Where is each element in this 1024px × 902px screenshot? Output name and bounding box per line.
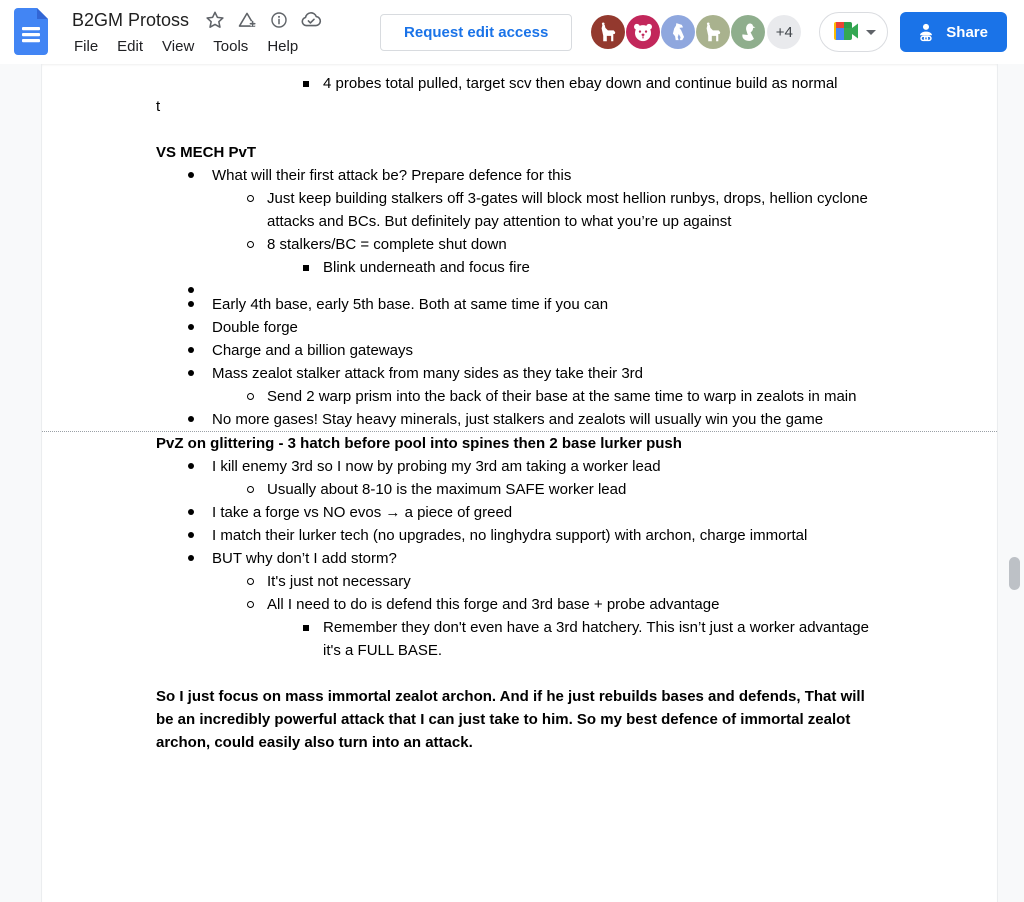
menu-item-tools[interactable]: Tools xyxy=(213,38,249,55)
doc-bullet-text: It's just not necessary xyxy=(267,573,411,590)
circle-bullet-marker xyxy=(247,478,267,501)
avatar-bear[interactable] xyxy=(626,15,660,49)
doc-bullet-item xyxy=(156,362,885,385)
doc-bullet-text: 8 stalkers/BC = complete shut down xyxy=(267,236,507,253)
menu-item-help[interactable]: Help xyxy=(267,38,299,55)
circle-bullet-marker xyxy=(247,233,267,256)
doc-bullet-item xyxy=(156,593,885,616)
doc-bullet-text: Blink underneath and focus fire xyxy=(323,259,530,276)
doc-heading xyxy=(156,141,885,164)
doc-bullet-item xyxy=(156,233,885,256)
document-page[interactable] xyxy=(41,64,998,902)
doc-bullet-item xyxy=(156,570,885,593)
title-area xyxy=(72,6,331,57)
doc-bullet-text: I kill enemy 3rd so I now by probing my 3rd am taking a worker lead xyxy=(212,458,661,475)
doc-paragraph xyxy=(156,95,885,118)
document-title[interactable]: B2GM Protoss xyxy=(72,9,190,30)
circle-bullet-marker xyxy=(247,385,267,408)
avatar-goose[interactable] xyxy=(731,15,765,49)
doc-bullet-text: 4 probes total pulled, target scv then ebay down and continue build as normal xyxy=(323,75,838,92)
avatar-giraffe[interactable] xyxy=(591,15,625,49)
doc-bullet-item xyxy=(156,616,885,662)
document-status-icon[interactable] xyxy=(267,8,291,32)
square-bullet-marker xyxy=(303,616,323,662)
disc-bullet-marker xyxy=(188,547,212,570)
doc-text: VS MECH PvT xyxy=(156,144,257,161)
doc-bullet-item xyxy=(156,279,885,293)
doc-bullet-item xyxy=(156,385,885,408)
share-button-label: Share xyxy=(946,23,988,41)
doc-bullet-text: BUT why don’t I add storm? xyxy=(212,550,397,567)
avatar-giraffe[interactable] xyxy=(696,15,730,49)
document-area xyxy=(0,64,1024,902)
doc-bullet-text: I match their lurker tech (no upgrades, no linghydra support) with archon, charge immortal xyxy=(212,527,808,544)
disc-bullet-marker xyxy=(188,524,212,547)
google-meet-icon xyxy=(833,20,859,45)
disc-bullet-marker xyxy=(188,164,212,187)
disc-bullet-marker xyxy=(188,279,212,293)
doc-bullet-item xyxy=(156,316,885,339)
disc-bullet-marker xyxy=(188,501,212,524)
doc-text: PvZ on glittering - 3 hatch before pool into spines then 2 base lurker push xyxy=(156,435,682,452)
doc-bullet-item xyxy=(156,72,885,95)
doc-bullet-text: Just keep building stalkers off 3-gates will block most hellion runbys, drops, hellion cyclone attacks and BCs. But definitely pay attention to what you’re up against xyxy=(267,190,868,230)
doc-bullet-text: I take a forge vs NO evos → a piece of greed xyxy=(212,504,513,521)
doc-bullet-text xyxy=(212,279,885,293)
share-button[interactable] xyxy=(900,12,1007,52)
document-content xyxy=(42,64,885,754)
request-edit-access-button[interactable]: Request edit access xyxy=(380,14,572,51)
doc-bullet-item xyxy=(156,187,885,233)
doc-bullet-item xyxy=(156,164,885,187)
doc-bullet-text: What will their first attack be? Prepare defence for this xyxy=(212,167,572,184)
doc-blank-line xyxy=(156,118,885,141)
doc-bullet-text: Remember they don't even have a 3rd hatchery. This isn’t just a worker advantage it's a FULL BASE. xyxy=(323,619,869,659)
disc-bullet-marker xyxy=(188,316,212,339)
menu-item-edit[interactable]: Edit xyxy=(117,38,144,55)
doc-text: So I just focus on mass immortal zealot archon. And if he just rebuilds bases and defends, That will be an incredibly powerful attack that I can just take to him. So my best defence of immortal zealot archon, could easily also turn into an attack. xyxy=(156,688,865,751)
square-bullet-marker xyxy=(303,256,323,279)
cloud-saved-icon[interactable] xyxy=(299,8,323,32)
circle-bullet-marker xyxy=(247,593,267,616)
doc-bullet-item xyxy=(156,501,885,524)
disc-bullet-marker xyxy=(188,293,212,316)
menu-bar xyxy=(72,36,331,57)
star-icon[interactable] xyxy=(203,8,227,32)
disc-bullet-marker xyxy=(188,339,212,362)
collaborator-avatars xyxy=(590,15,801,49)
avatar-dino[interactable] xyxy=(661,15,695,49)
meet-button[interactable] xyxy=(819,12,888,52)
doc-paragraph xyxy=(156,685,885,754)
doc-bullet-item xyxy=(156,339,885,362)
doc-bullet-item xyxy=(156,547,885,570)
doc-bullet-item xyxy=(156,455,885,478)
add-shortcut-to-drive-icon[interactable] xyxy=(235,8,259,32)
square-bullet-marker xyxy=(303,72,323,95)
doc-heading xyxy=(156,432,885,455)
doc-blank-line xyxy=(156,662,885,685)
disc-bullet-marker xyxy=(188,362,212,385)
doc-bullet-item xyxy=(156,293,885,316)
doc-bullet-item xyxy=(156,478,885,501)
disc-bullet-marker xyxy=(188,455,212,478)
disc-bullet-marker xyxy=(188,408,212,431)
menu-item-file[interactable]: File xyxy=(74,38,99,55)
google-docs-icon[interactable] xyxy=(14,8,48,55)
circle-bullet-marker xyxy=(247,187,267,233)
chevron-down-icon[interactable] xyxy=(866,30,876,35)
app-header xyxy=(0,0,1024,64)
doc-bullet-item xyxy=(156,408,885,431)
doc-text: t xyxy=(156,98,161,115)
doc-bullet-item xyxy=(156,524,885,547)
share-lock-person-icon xyxy=(915,21,937,43)
doc-bullet-text: Early 4th base, early 5th base. Both at same time if you can xyxy=(212,296,609,313)
circle-bullet-marker xyxy=(247,570,267,593)
doc-bullet-text: Send 2 warp prism into the back of their base at the same time to warp in zealots in main xyxy=(267,388,857,405)
doc-bullet-text: All I need to do is defend this forge and 3rd base + probe advantage xyxy=(267,596,720,613)
vertical-scrollbar-thumb[interactable] xyxy=(1009,557,1020,590)
header-actions xyxy=(380,12,1007,52)
doc-bullet-text: No more gases! Stay heavy minerals, just stalkers and zealots will usually win you the game xyxy=(212,411,824,428)
overflow-collaborators-badge[interactable]: +4 xyxy=(767,15,801,49)
doc-bullet-text: Usually about 8-10 is the maximum SAFE worker lead xyxy=(267,481,627,498)
doc-bullet-text: Double forge xyxy=(212,319,298,336)
doc-bullet-text: Charge and a billion gateways xyxy=(212,342,413,359)
menu-item-view[interactable]: View xyxy=(162,38,195,55)
doc-bullet-text: Mass zealot stalker attack from many sides as they take their 3rd xyxy=(212,365,644,382)
doc-bullet-item xyxy=(156,256,885,279)
